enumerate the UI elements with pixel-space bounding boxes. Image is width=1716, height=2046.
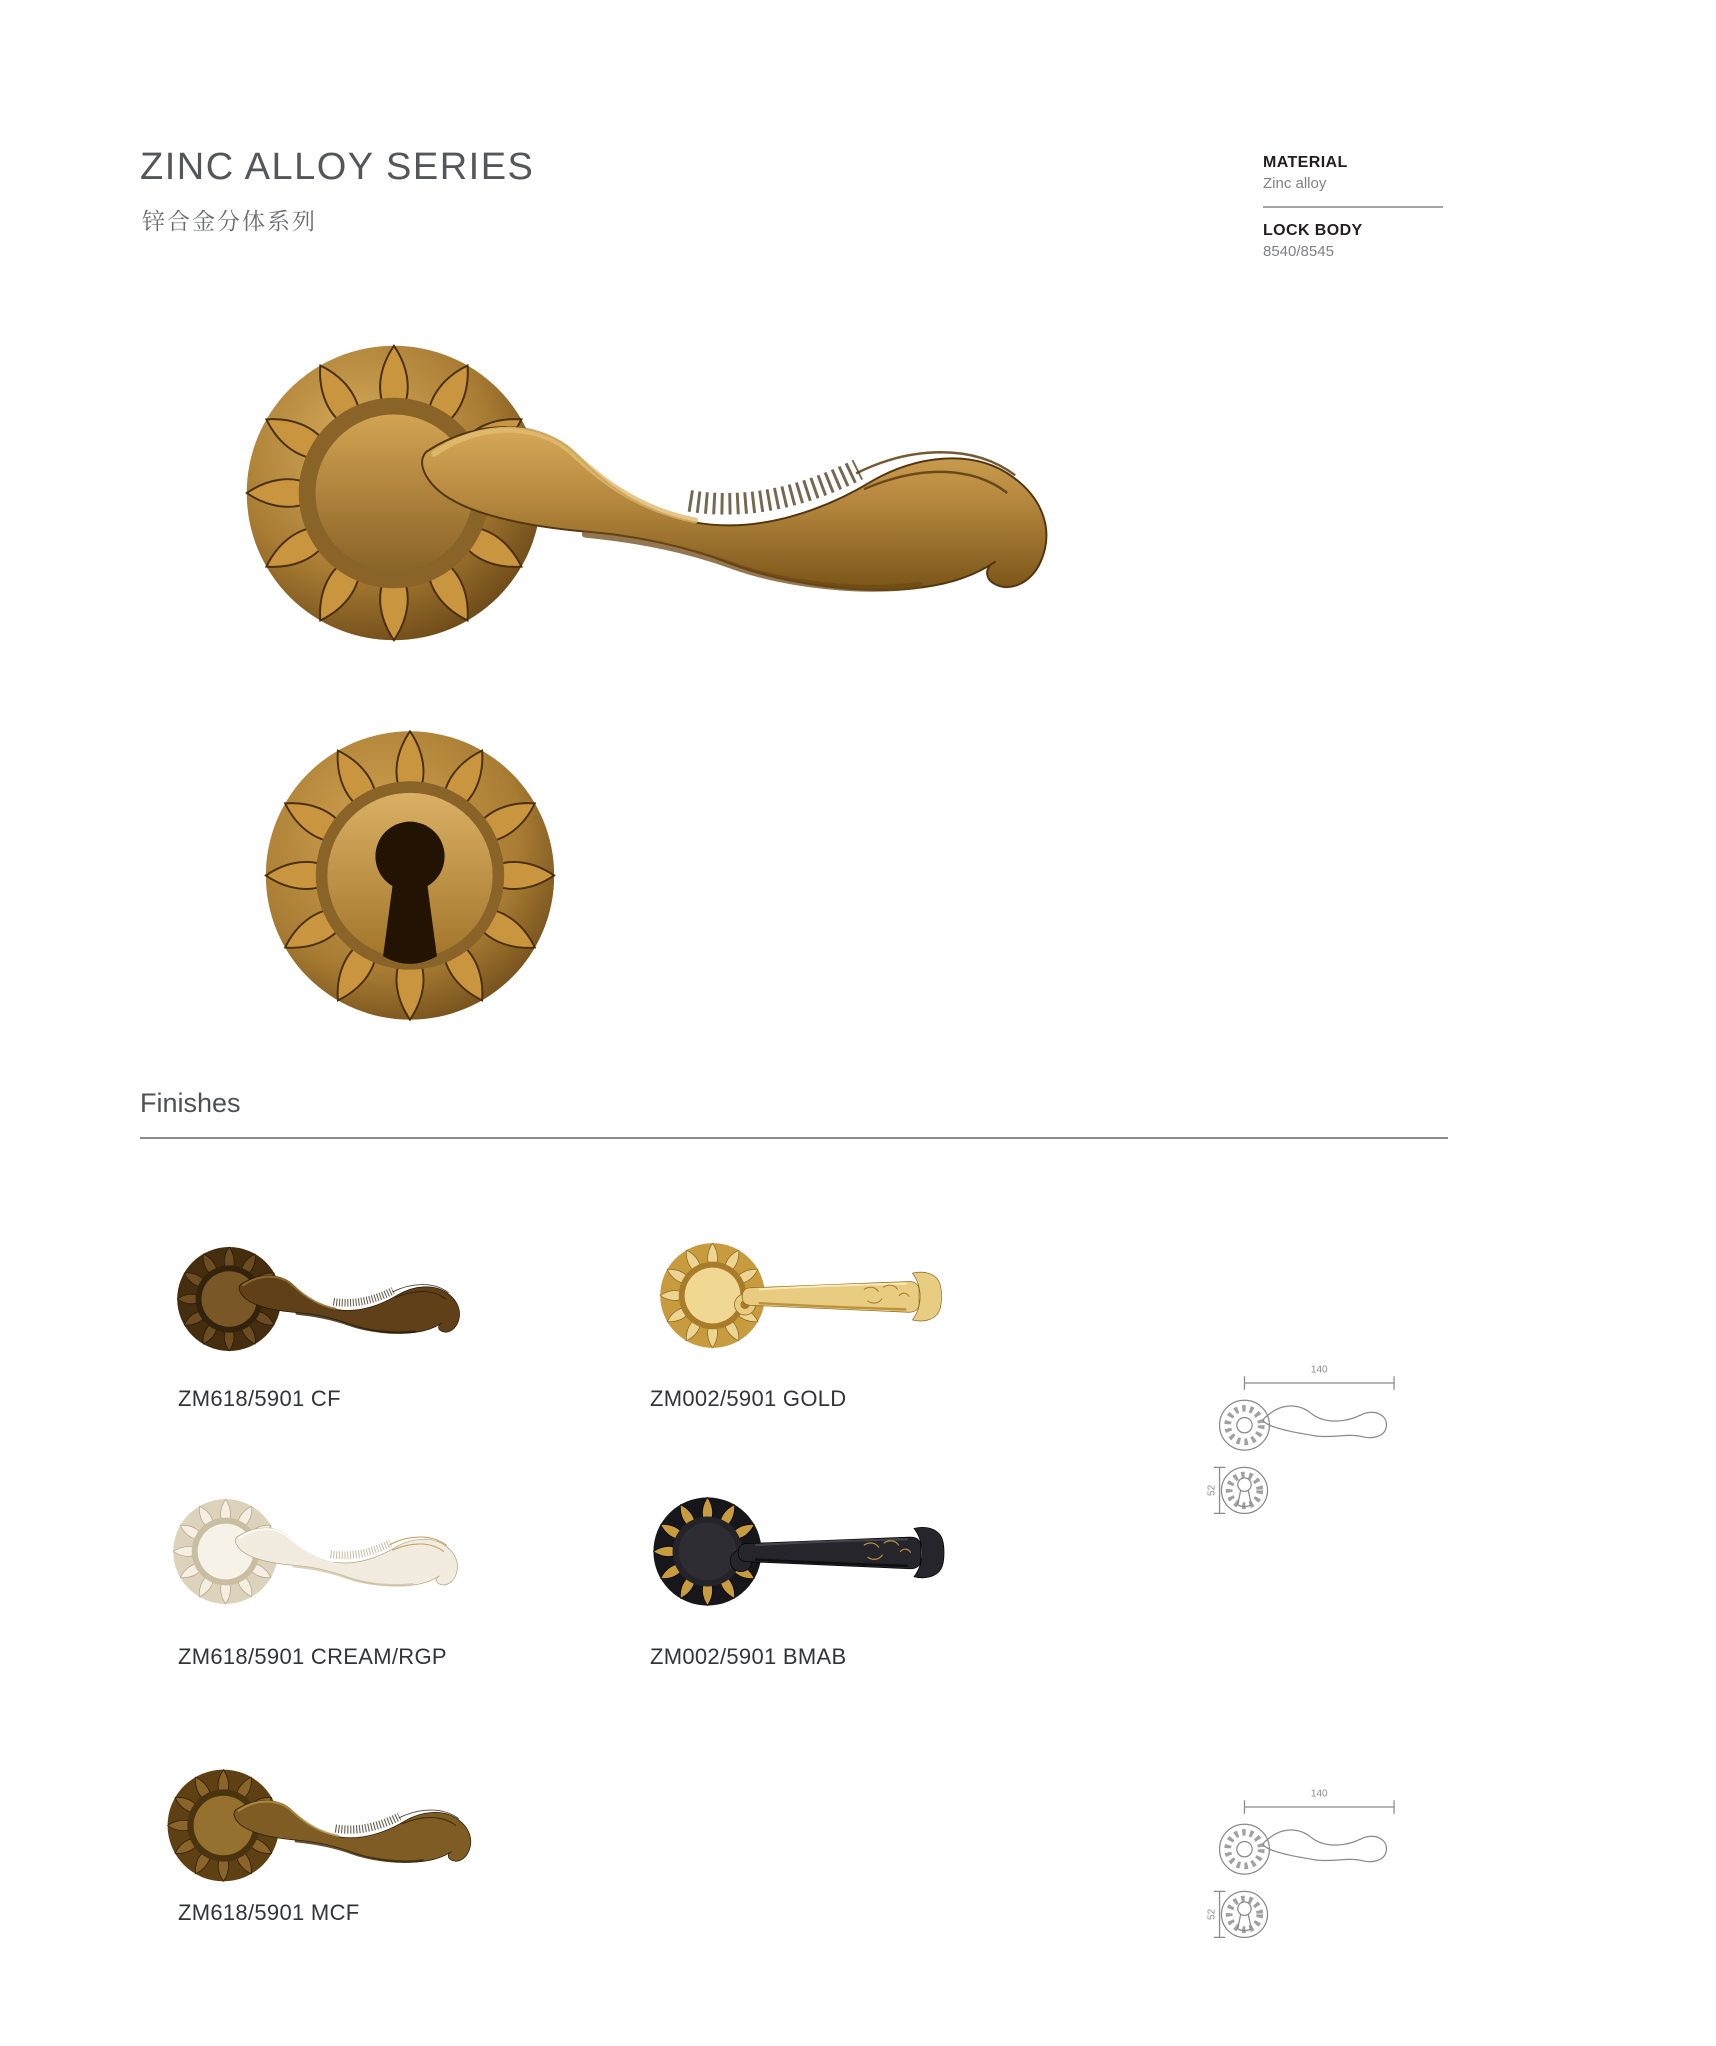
product-code-cf: ZM618/5901 CF bbox=[178, 1386, 341, 1411]
product-image-cream-rgp bbox=[168, 1492, 468, 1611]
spec-material-label: MATERIAL bbox=[1263, 154, 1348, 171]
hero-handle-image bbox=[232, 326, 1076, 660]
dimension-height-label: 52 bbox=[1206, 1908, 1218, 1920]
technical-drawing-2 bbox=[1206, 1784, 1398, 1947]
dimension-height-label: 52 bbox=[1206, 1484, 1218, 1496]
spec-panel bbox=[1263, 154, 1445, 260]
product-code-gold: ZM002/5901 GOLD bbox=[650, 1386, 847, 1411]
product-image-bmab bbox=[648, 1490, 958, 1613]
dimension-width-label: 140 bbox=[1310, 1788, 1328, 1800]
keyhole-escutcheon-image bbox=[256, 714, 564, 1036]
spec-divider bbox=[1263, 206, 1443, 208]
handle-outline-drawing bbox=[1214, 1800, 1394, 1937]
finishes-heading: Finishes bbox=[140, 1088, 241, 1118]
page-subtitle: 锌合金分体系列 bbox=[142, 208, 317, 234]
product-image-gold bbox=[655, 1236, 955, 1355]
finishes-divider bbox=[140, 1137, 1448, 1139]
dimension-width-label: 140 bbox=[1310, 1364, 1328, 1376]
page-title: ZINC ALLOY SERIES bbox=[140, 146, 535, 188]
technical-drawing-1 bbox=[1206, 1360, 1398, 1523]
product-code-mcf: ZM618/5901 MCF bbox=[178, 1900, 360, 1925]
product-code-bmab: ZM002/5901 BMAB bbox=[650, 1644, 847, 1669]
product-image-cf bbox=[172, 1240, 470, 1358]
handle-outline-drawing bbox=[1214, 1376, 1394, 1513]
spec-material-value: Zinc alloy bbox=[1263, 175, 1327, 192]
product-code-cream-rgp: ZM618/5901 CREAM/RGP bbox=[178, 1644, 447, 1669]
spec-lockbody-value: 8540/8545 bbox=[1263, 243, 1334, 260]
spec-lockbody-label: LOCK BODY bbox=[1263, 222, 1363, 239]
product-image-mcf bbox=[162, 1762, 482, 1889]
